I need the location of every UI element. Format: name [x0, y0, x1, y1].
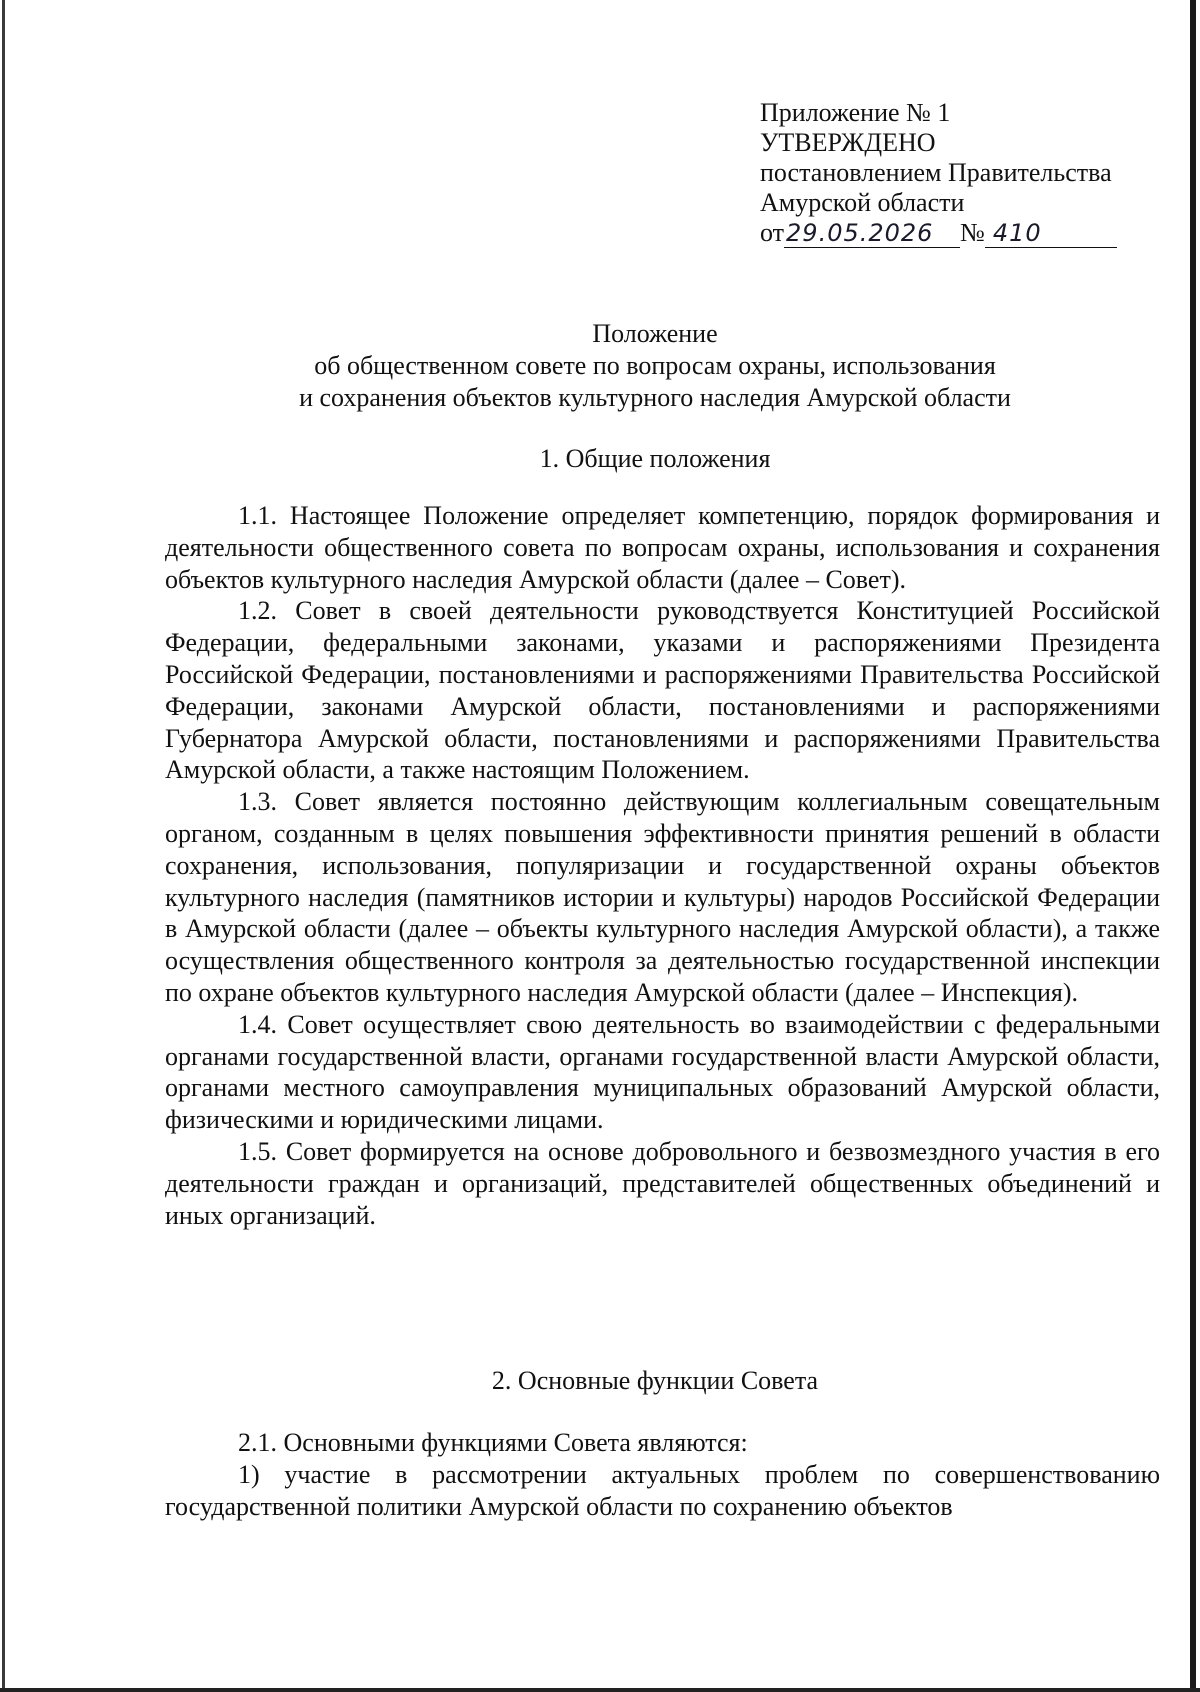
paragraph-1-4: 1.4. Совет осуществляет свою деятельность во взаимодействии с федеральными органами государственной власти, органами государственной власти Амурской области, органами местного самоуправления муниципальных образований Амурской области, физическими и юридическими лицами. [165, 1009, 1160, 1135]
approved-by-line: постановлением Правительства [760, 158, 1112, 187]
scan-edge-right [1190, 0, 1196, 1692]
paragraph-1-3: 1.3. Совет является постоянно действующим коллегиальным совещательным органом, созданным в целях повышения эффективности принятия решений в области сохранения, использования, популяризации и государственной охраны объектов культурного наследия (памятников истории и культуры) народов Российской Федерации в Амурской области (далее – объекты культурного наследия Амурской области), а также осуществления общественного контроля за деятельностью государственной инспекции по охране объектов культурного наследия Амурской области (далее – Инспекция). [165, 787, 1160, 1007]
scan-edge-left [2, 0, 5, 1692]
section-1-heading: 1. Общие положения [539, 444, 771, 473]
section-2-body [165, 1427, 1160, 1522]
number-prefix: № [960, 218, 985, 247]
section-2-heading: 2. Основные функции Совета [491, 1366, 819, 1395]
paragraph-1-1: 1.1. Настоящее Положение определяет компетенцию, порядок формирования и деятельности общественного совета по вопросам охраны, использования и сохранения объектов культурного наследия Амурской области (далее – Совет). [165, 501, 1160, 594]
approval-block [760, 98, 1140, 248]
paragraph-1-2: 1.2. Совет в своей деятельности руководствуется Конституцией Российской Федерации, федеральными законами, указами и распоряжениями Президента Российской Федерации, постановлениями и распоряжениями Правительства Российской Федерации, законами Амурской области, постановлениями и распоряжениями Губернатора Амурской области, постановлениями и распоряжениями Правительства Амурской области, а также настоящим Положением. [165, 596, 1160, 785]
approved-by-region: Амурской области [760, 188, 965, 217]
approved-stamp-text: УТВЕРЖДЕНО [760, 128, 936, 157]
document-title [160, 318, 1150, 414]
appendix-label: Приложение № 1 [760, 98, 951, 127]
handwritten-date: 29.05.2026 [784, 219, 960, 248]
title-line-2: об общественном совете по вопросам охраны, использования [314, 351, 996, 380]
title-line-1: Положение [592, 319, 718, 348]
paragraph-1-5: 1.5. Совет формируется на основе добровольного и безвозмездного участия в его деятельности граждан и организаций, представителей общественных объединений и иных организаций. [165, 1136, 1160, 1230]
date-prefix: от [760, 218, 785, 247]
handwritten-number: 410 [985, 219, 1117, 248]
title-line-3: и сохранения объектов культурного наследия Амурской области [299, 383, 1011, 412]
section-1-body [165, 500, 1160, 1231]
paragraph-2-1-item-1: 1) участие в рассмотрении актуальных проблем по совершенствованию государственной политики Амурской области по сохранению объектов [165, 1459, 1160, 1521]
paragraph-2-1: 2.1. Основными функциями Совета являются: [238, 1428, 748, 1457]
resolution-date-number [760, 218, 1140, 248]
scan-edge-bottom [0, 1688, 1200, 1692]
